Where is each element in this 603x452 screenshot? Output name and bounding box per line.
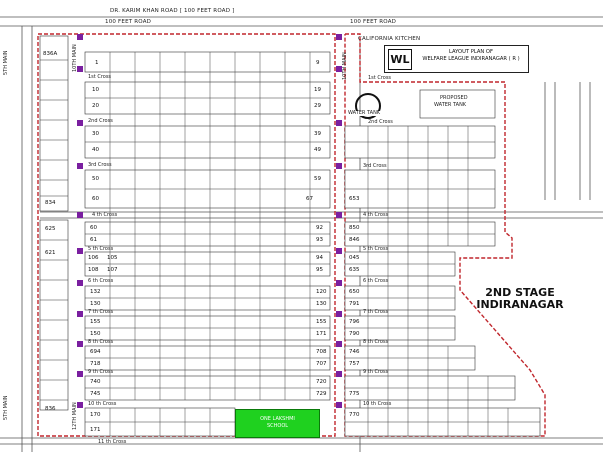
plot-number: 40 [92, 147, 99, 153]
plot-number: 30 [92, 131, 99, 137]
cross-label-right-7: 7 th Cross [363, 309, 389, 315]
plot-number: 155 [316, 319, 327, 325]
cross-label-11: 11 th Cross [98, 439, 127, 445]
road-label-100ft-right: 100 FEET ROAD [350, 19, 397, 25]
plot-number: 729 [316, 391, 327, 397]
cross-label-right-4: 4 th Cross [363, 212, 389, 218]
plot-number: 850 [349, 225, 360, 231]
plot-number: 745 [90, 391, 101, 397]
plot-number: 635 [349, 267, 360, 273]
cross-label-1: 1st Cross [88, 74, 112, 80]
plot-number: 740 [90, 379, 101, 385]
plot-number: 39 [314, 131, 321, 137]
plot-number: 834 [45, 200, 56, 206]
road-label-10th-main-right: 10TH MAIN [342, 52, 348, 80]
welfare-league-logo: WL [388, 49, 412, 70]
plot-number: 171 [316, 331, 327, 337]
road-label-west-main-bottom: 5TH MAIN [3, 395, 9, 420]
road-label-12th-main: 12TH MAIN [72, 402, 78, 430]
road-label-karim-khan: DR. KARIM KHAN ROAD [ 100 FEET ROAD ] [110, 8, 235, 14]
plot-number: 836A [43, 51, 58, 57]
proposed-tank-line-1: PROPOSED [440, 95, 468, 101]
school-site [235, 409, 320, 438]
area-label-line-1: 2ND STAGE [485, 286, 555, 299]
plot-number: 708 [316, 349, 327, 355]
plot-number: 650 [349, 289, 360, 295]
plot-number: 130 [316, 301, 327, 307]
plot-number: 106 [88, 255, 99, 261]
right-blocks [345, 90, 540, 436]
plot-number: 132 [90, 289, 101, 295]
plot-number: 95 [316, 267, 323, 273]
plot-number: 130 [90, 301, 101, 307]
cross-label-right-1: 1st Cross [368, 75, 392, 81]
water-tank-label: WATER TANK [348, 110, 381, 116]
plot-number: 94 [316, 255, 323, 261]
road-label-100ft-left: 100 FEET ROAD [105, 19, 152, 25]
plot-number: 107 [107, 267, 118, 273]
plot-number: 108 [88, 267, 99, 273]
plot-number: 50 [92, 176, 99, 182]
plot-number: 29 [314, 103, 321, 109]
road-label-california-kitchen: CALIFORNIA KITCHEN [358, 36, 421, 42]
plot-number: 171 [90, 427, 101, 433]
plot-number: 707 [316, 361, 327, 367]
proposed-tank-line-2: WATER TANK [434, 102, 467, 108]
plot-number: 746 [349, 349, 360, 355]
cross-label-3: 3rd Cross [88, 162, 112, 168]
plot-number: 10 [92, 87, 99, 93]
cross-label-right-9: 9 th Cross [363, 369, 389, 375]
plot-number: 20 [92, 103, 99, 109]
cross-label-right-2: 2nd Cross [368, 119, 393, 125]
layout-title [415, 49, 527, 63]
plot-number: 59 [314, 176, 321, 182]
plot-number: 846 [349, 237, 360, 243]
plot-number: 625 [45, 226, 56, 232]
plot-number: 93 [316, 237, 323, 243]
plot-number: 694 [90, 349, 101, 355]
plot-number: 718 [90, 361, 101, 367]
road-label-10th-main: 10TH MAIN [72, 44, 78, 72]
cross-label-7: 7 th Cross [88, 309, 114, 315]
plot-number: 155 [90, 319, 101, 325]
plot-number: 045 [349, 255, 360, 261]
plot-number: 120 [316, 289, 327, 295]
school-label-1: ONE LAKSHMI [260, 416, 295, 422]
plot-number: 720 [316, 379, 327, 385]
cross-label-right-10: 10 th Cross [363, 401, 392, 407]
cross-label-8: 8 th Cross [88, 339, 114, 345]
cross-label-6: 6 th Cross [88, 278, 114, 284]
cross-label-right-6: 6 th Cross [363, 278, 389, 284]
cross-label-4: 4 th Cross [92, 212, 118, 218]
school-label-2: SCHOOL [266, 423, 289, 429]
left-column-plots [40, 36, 68, 410]
cross-label-5: 5 th Cross [88, 246, 114, 252]
plot-number: 105 [107, 255, 118, 261]
plot-number: 790 [349, 331, 360, 337]
plot-number: 757 [349, 361, 360, 367]
plot-number: 796 [349, 319, 360, 325]
area-label [470, 287, 570, 311]
plot-number: 836 [45, 406, 56, 412]
cross-label-9: 9 th Cross [88, 369, 114, 375]
cross-label-right-8: 8 th Cross [363, 339, 389, 345]
plot-number: 60 [90, 225, 97, 231]
plot-number: 770 [349, 412, 360, 418]
plot-number: 61 [90, 237, 97, 243]
main-blocks [85, 52, 330, 436]
plot-number: 67 [306, 196, 313, 202]
plot-number: 775 [349, 391, 360, 397]
plot-number: 92 [316, 225, 323, 231]
plot-number: 150 [90, 331, 101, 337]
plot-number: 19 [314, 87, 321, 93]
cross-label-right-3: 3rd Cross [363, 163, 387, 169]
cross-label-10: 10 th Cross [88, 401, 117, 407]
cross-label-right-5: 5 th Cross [363, 246, 389, 252]
plot-number: 170 [90, 412, 101, 418]
area-label-line-2: INDIRANAGAR [476, 298, 564, 311]
layout-title-box [384, 45, 529, 73]
plot-number: 791 [349, 301, 360, 307]
plot-number: 49 [314, 147, 321, 153]
plot-number: 60 [92, 196, 99, 202]
cross-label-2: 2nd Cross [88, 118, 113, 124]
title-line-2: WELFARE LEAGUE INDIRANAGAR ( R ) [422, 56, 520, 62]
plot-number: 9 [316, 60, 320, 66]
title-line-1: LAYOUT PLAN OF [448, 49, 494, 55]
plot-number: 1 [95, 60, 99, 66]
road-label-west-main: 5TH MAIN [3, 50, 9, 75]
plot-number: 653 [349, 196, 360, 202]
plot-number: 621 [45, 250, 56, 256]
